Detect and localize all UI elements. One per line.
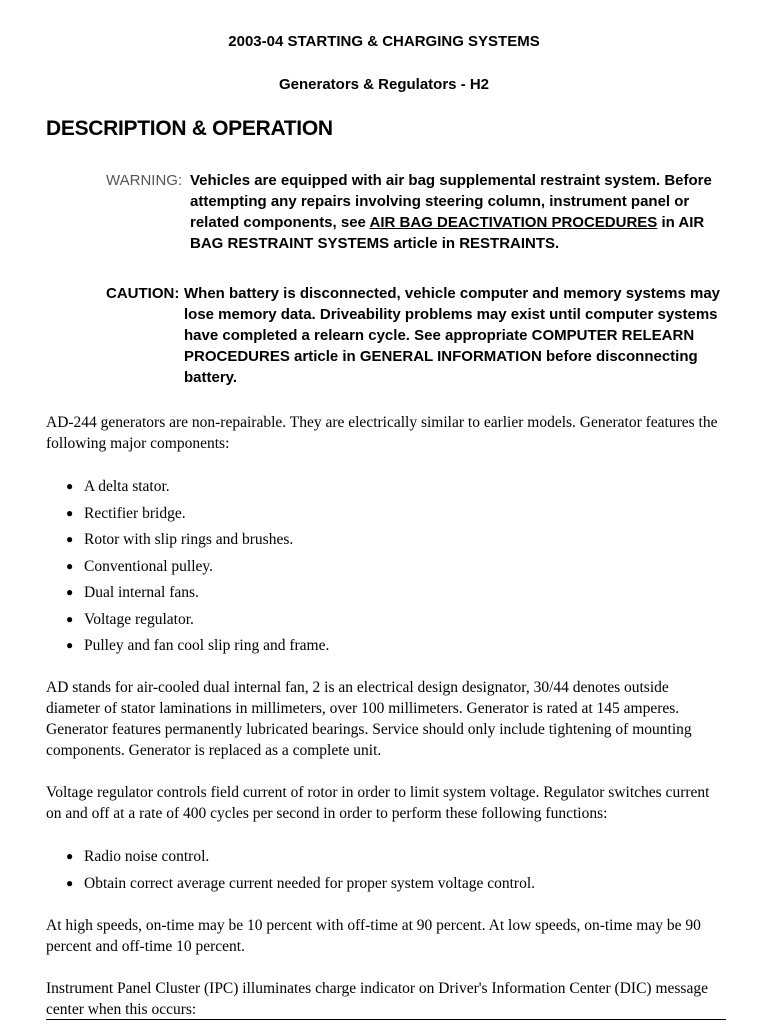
caution-label: CAUTION:: [106, 285, 180, 302]
components-list: [66, 476, 329, 662]
list-item: ● Rotor with slip rings and brushes.: [66, 529, 329, 556]
bullet-icon: ●: [66, 849, 74, 863]
warning-label: WARNING:: [106, 172, 183, 189]
bullet-icon: ●: [66, 638, 74, 652]
bullet-icon: ●: [66, 585, 74, 599]
bullet-icon: ●: [66, 479, 74, 493]
warning-text-after-link: in AIR BAG RESTRAINT SYSTEMS article in RESTRAINTS.: [190, 214, 705, 252]
list-item: ● Dual internal fans.: [66, 582, 329, 609]
list-item: ● A delta stator.: [66, 476, 329, 503]
list-item: ● Pulley and fan cool slip ring and frame.: [66, 635, 329, 662]
paragraph-voltage-regulator: Voltage regulator controls field current of rotor in order to limit system voltage. Regulator switches current on and off at a rate of 400 cycles per second in order to perform these following functions:: [46, 784, 710, 822]
paragraph-ad-designation: AD stands for air-cooled dual internal fan, 2 is an electrical design designator, 30/44 denotes outside diameter of stator laminations in millimeters, over 100 millimeters. Generator is rated at 145 amperes. Generator features permanently lubricated bearings. Service should only include tightening of mounting components. Generator is replaced as a complete unit.: [46, 679, 692, 759]
paragraph-generator-intro: AD-244 generators are non-repairable. They are electrically similar to earlier models. Generator features the following major components:: [46, 414, 718, 452]
document-header-subtitle: Generators & Regulators - H2: [278, 76, 490, 93]
document-header-title: 2003-04 STARTING & CHARGING SYSTEMS: [228, 33, 540, 50]
list-item: ● Radio noise control.: [66, 846, 535, 873]
list-item: ● Voltage regulator.: [66, 609, 329, 636]
bullet-icon: ●: [66, 532, 74, 546]
bullet-icon: ●: [66, 875, 74, 890]
airbag-deactivation-link[interactable]: AIR BAG DEACTIVATION PROCEDURES: [369, 214, 658, 231]
bullet-icon: ●: [66, 505, 74, 520]
warning-text: [190, 170, 722, 254]
list-item: ● Conventional pulley.: [66, 556, 329, 583]
list-item: ● Obtain correct average current needed for proper system voltage control.: [66, 873, 535, 900]
warning-text-before-link: Vehicles are equipped with air bag supplemental restraint system. Before attempting any repairs involving steering column, instrument panel or related components, see: [190, 172, 712, 231]
caution-notice: [106, 283, 726, 388]
page-divider: [46, 1019, 726, 1020]
paragraph-ipc-charge-indicator: Instrument Panel Cluster (IPC) illuminates charge indicator on Driver's Information Center (DIC) message center when this occurs:: [46, 980, 708, 1018]
section-title: DESCRIPTION & OPERATION: [46, 117, 333, 140]
bullet-icon: ●: [66, 611, 74, 626]
bullet-icon: ●: [66, 558, 74, 573]
caution-text: When battery is disconnected, vehicle computer and memory systems may lose memory data. Driveability problems may exist until computer systems have completed a relearn cycle. See appropriate COMPUTER RELEARN PROCEDURES article in GENERAL INFORMATION before disconnecting battery.: [184, 285, 721, 386]
warning-notice: [106, 170, 726, 254]
functions-list: [66, 846, 535, 899]
list-item: ● Rectifier bridge.: [66, 503, 329, 530]
paragraph-on-off-time: At high speeds, on-time may be 10 percent with off-time at 90 percent. At low speeds, on-time may be 90 percent and off-time 10 percent.: [46, 917, 701, 955]
